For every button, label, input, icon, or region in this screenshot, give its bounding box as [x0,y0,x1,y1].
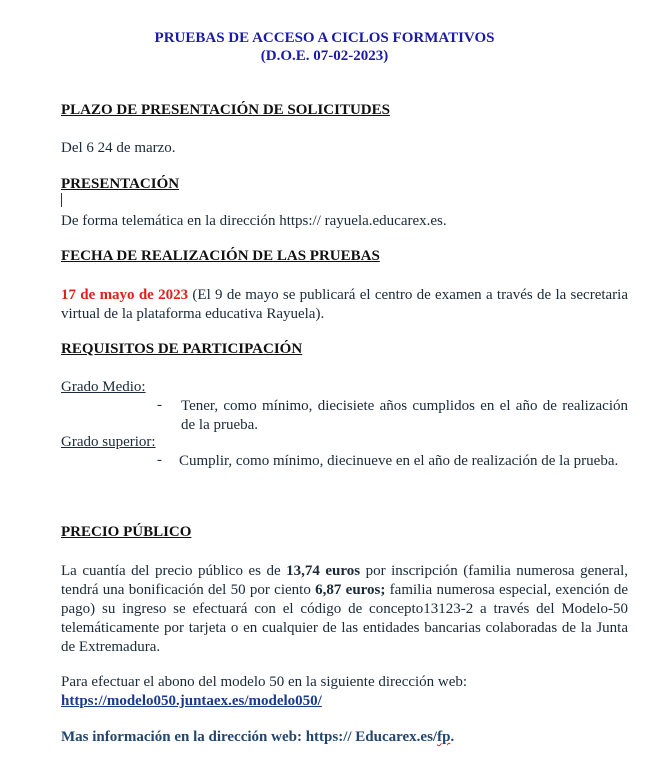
grado-superior-item: Cumplir, como mínimo, diecinueve en el año de realización de la prueba. [179,453,619,469]
precio-paragraph [61,562,628,657]
exam-date: 17 de mayo de 2023 [61,287,189,303]
grado-superior-bullet: - [157,452,162,468]
fecha-paragraph [61,286,628,324]
requisitos-heading: REQUISITOS DE PARTICIPACIÓN [61,341,303,357]
precio-heading: PRECIO PÚBLICO [61,524,192,540]
fecha-heading: FECHA DE REALIZACIÓN DE LAS PRUEBAS [61,248,380,264]
document-title-line2: (D.O.E. 07-02-2023) [260,48,389,64]
plazo-text: Del 6 24 de marzo. [61,140,176,156]
fecha-text: (El 9 de mayo se publicará el centro de examen a través de la secretaria virtual de la plataforma educativa Rayuela). [61,287,628,322]
precio-amount-2: 6,87 euros; [315,582,386,598]
grado-superior-label: Grado superior: [61,434,156,450]
precio-text-3: familia numerosa especial, exención de pago) su ingreso se efectuará con el código de concepto13123-2 a través del Modelo-50 telemáticamente por tarjeta o en cualquier de las entidades bancarias colaboradas de la Junta de Extremadura. [61,582,628,655]
document-title-line1: PRUEBAS DE ACCESO A CICLOS FORMATIVOS [154,30,495,46]
grado-medio-label: Grado Medio: [61,379,146,395]
presentacion-heading: PRESENTACIÓN [61,176,180,192]
plazo-heading: PLAZO DE PRESENTACIÓN DE SOLICITUDES [61,102,390,118]
mas-info-main: Mas información en la dirección web: https:// Educarex.es/ [61,729,438,745]
precio-text-2: por inscripción (familia numerosa general, tendrá una bonificación del 50 por ciento [61,563,628,598]
abono-text: Para efectuar el abono del modelo 50 en la siguiente dirección web: [61,674,468,690]
mas-info-fp: fp [437,729,451,745]
modelo050-link[interactable]: https://modelo050.juntaex.es/modelo050/ [61,693,322,709]
mas-info-text [61,728,454,747]
grado-medio-item: Tener, como mínimo, diecisiete años cumplidos en el año de realización de la prueba. [181,398,628,433]
presentacion-text: De forma telemática en la dirección https:// rayuela.educarex.es. [61,213,447,229]
grado-medio-bullet: - [157,397,162,413]
precio-text-1: La cuantía del precio público es de [61,563,287,579]
mas-info-end: . [450,729,455,745]
text-cursor [61,193,62,207]
precio-amount-1: 13,74 euros [286,563,361,579]
